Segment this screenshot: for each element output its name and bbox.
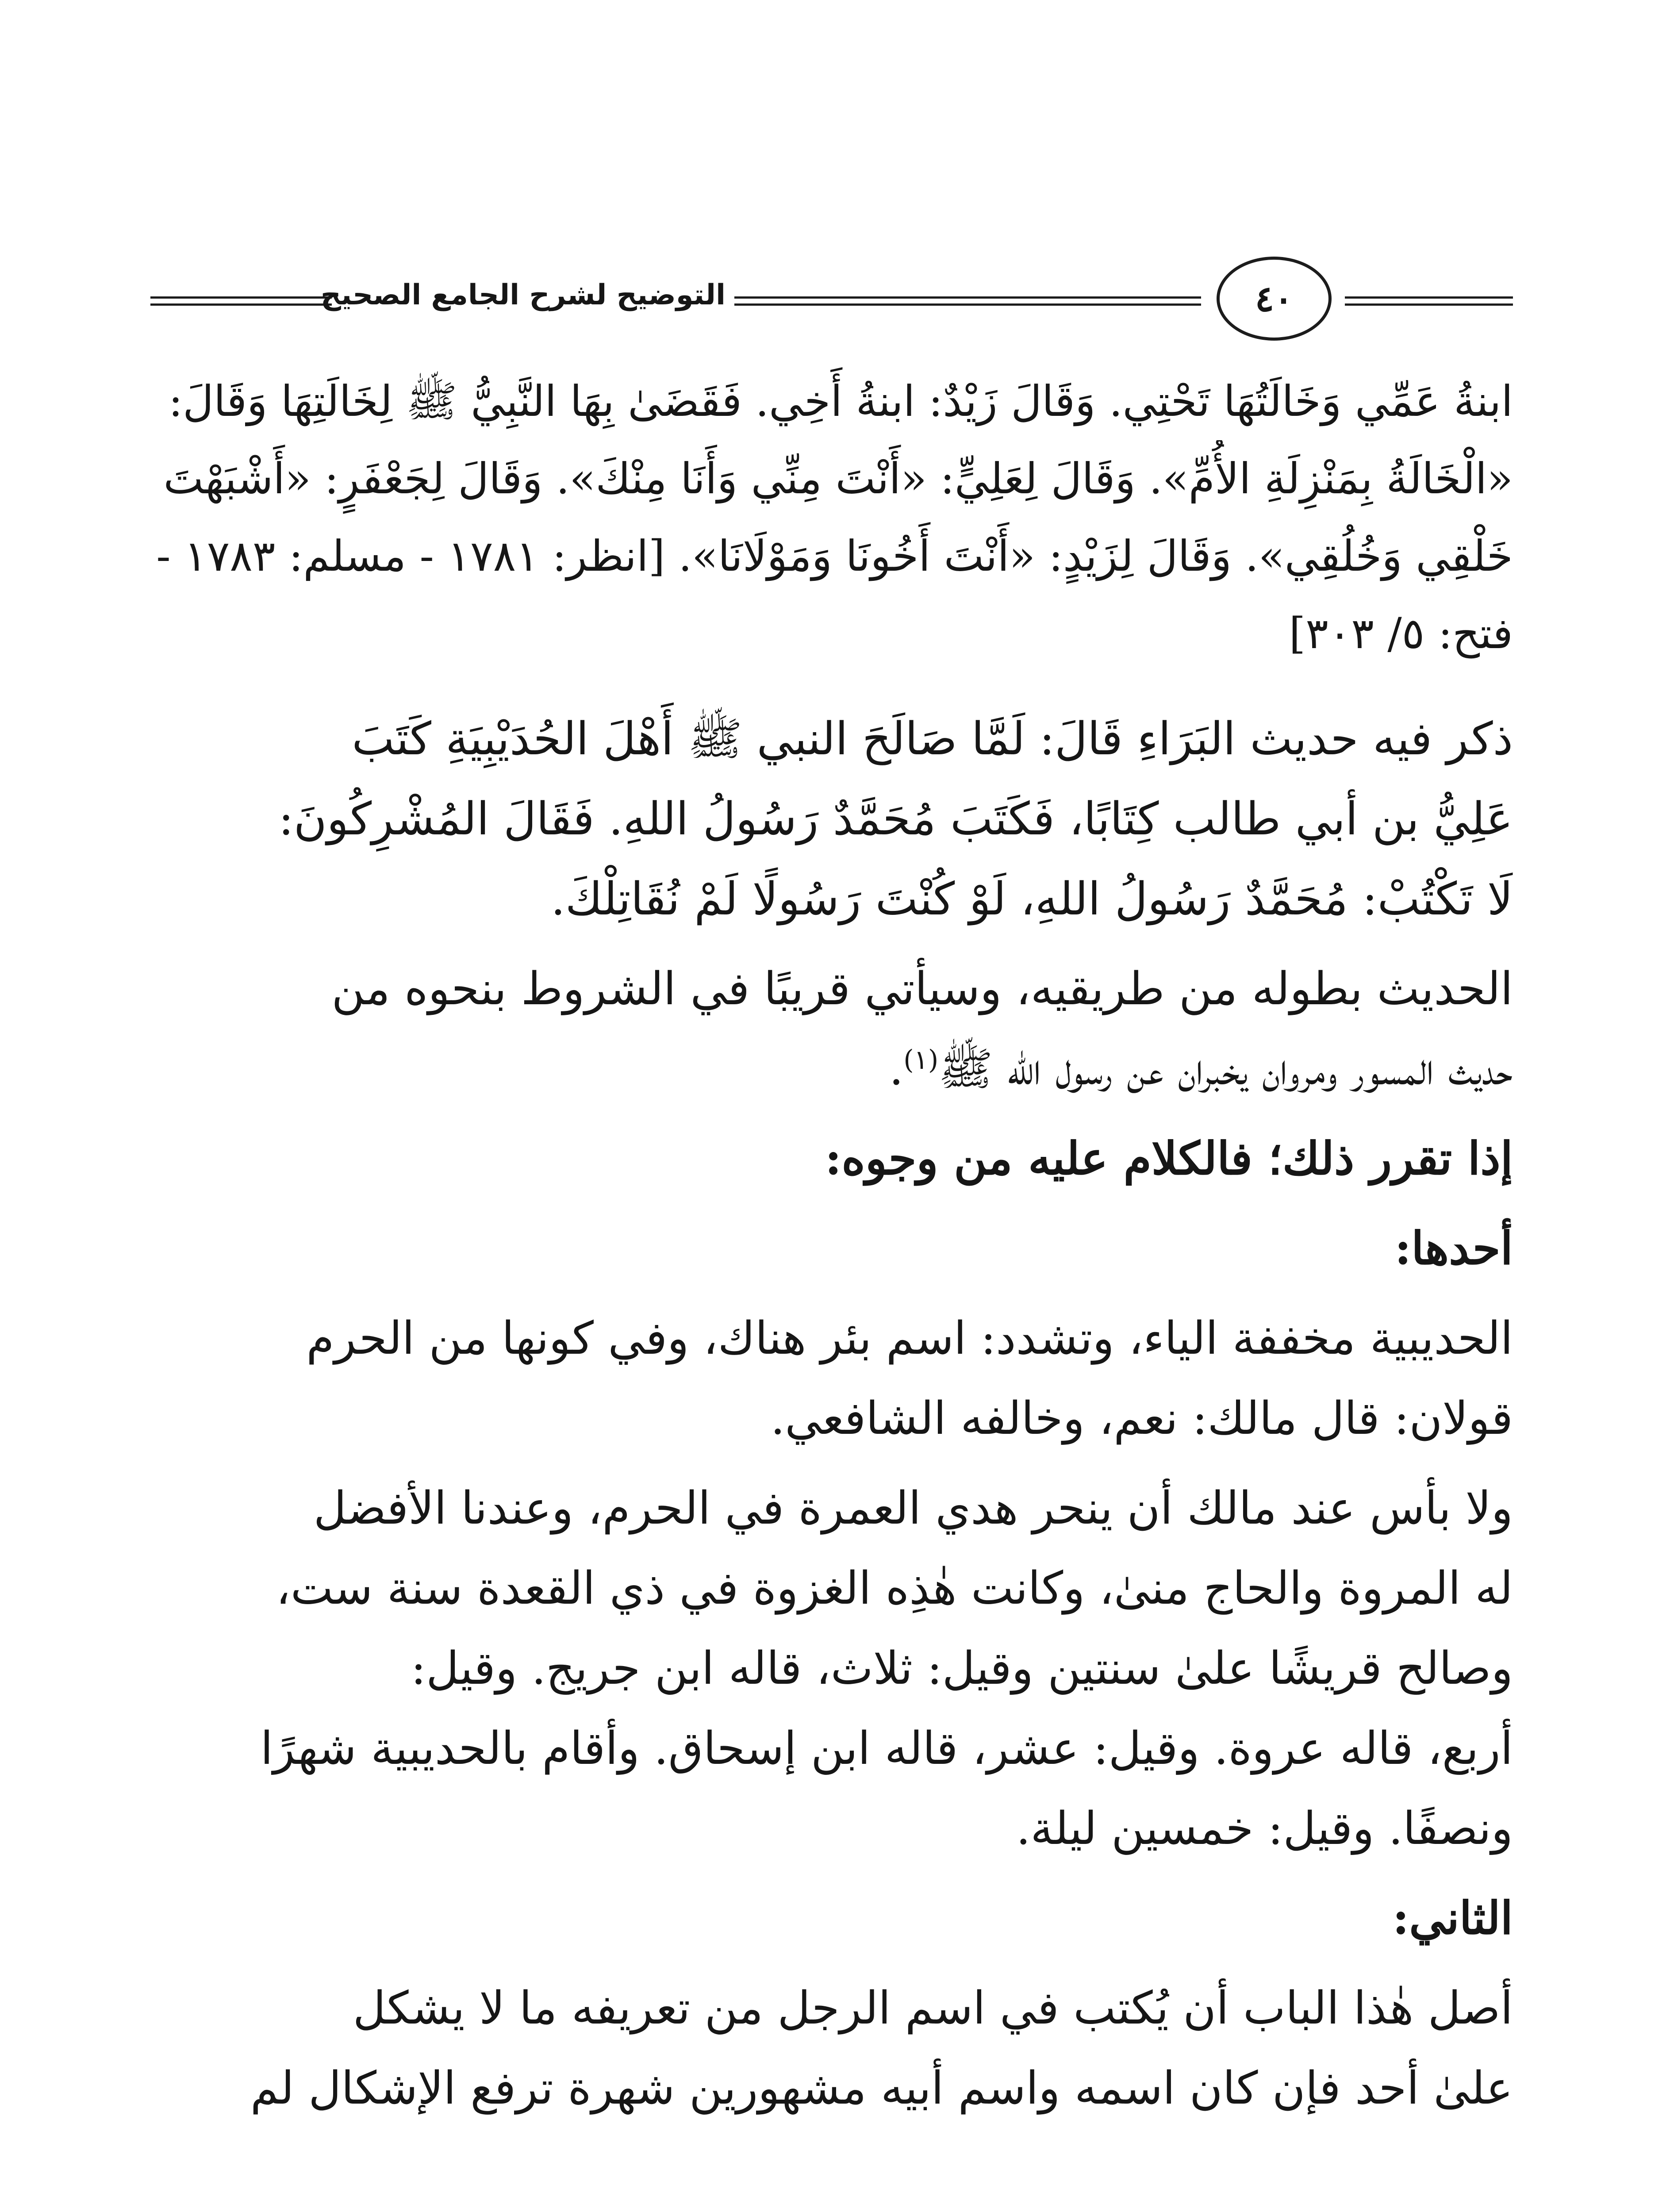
section-heading-intro: [150, 1119, 1513, 1199]
text-line: أصل هٰذا الباب أن يُكتب في اسم الرجل من تعريفه ما لا يشكل: [353, 1982, 1513, 2035]
text-line: أربع، قاله عروة. وقيل: عشر، قاله ابن إسحاق. وأقام بالحديبية شهرًا: [260, 1722, 1513, 1775]
text-line: «الْخَالَةُ بِمَنْزِلَةِ الأُمِّ». وَقَالَ لِعَلِيٍّ: «أَنْتَ مِنِّي وَأَنَا مِنْكَ». وَقَالَ لِجَعْفَرٍ: «أَشْبَهْتَ: [163, 454, 1513, 503]
text-line: علىٰ أحد فإن كان اسمه واسم أبيه مشهورين شهرة ترفع الإشكال لم: [250, 2062, 1513, 2115]
page-number-badge: [1217, 257, 1332, 341]
paragraph-hudaybiya: [150, 1298, 1513, 1459]
paragraph-hadith-length: [150, 949, 1513, 1109]
text-line: الحديبية مخففة الياء، وتشدد: اسم بئر هناك، وفي كونها من الحرم: [306, 1312, 1513, 1365]
heading-line: الثاني:: [1392, 1892, 1513, 1945]
reference-line: فتح: ٥/ ٣٠٣]: [1289, 609, 1513, 658]
heading-line: إذا تقرر ذلك؛ فالكلام عليه من وجوه:: [825, 1132, 1513, 1185]
header-rule-middle: [734, 296, 1201, 306]
running-title: التوضيح لشرح الجامع الصحيح: [320, 279, 726, 311]
text-line: له المروة والحاج منىٰ، وكانت هٰذِه الغزوة في ذي القعدة سنة ست،: [276, 1562, 1513, 1615]
text-line: [150, 1029, 1513, 1109]
section-heading-second: [150, 1878, 1513, 1959]
text-line: لَا تَكْتُبْ: مُحَمَّدٌ رَسُولُ اللهِ، لَوْ كُنْتَ رَسُولًا لَمْ نُقَاتِلْكَ.: [551, 873, 1513, 926]
text-line: ونصفًا. وقيل: خمسين ليلة.: [1016, 1802, 1513, 1855]
text-line: ولا بأس عند مالك أن ينحر هدي العمرة في الحرم، وعندنا الأفضل: [313, 1482, 1513, 1535]
body-text: [150, 363, 1513, 2138]
paragraph-naming: [150, 1968, 1513, 2128]
paragraph-bara-hadith: [150, 699, 1513, 939]
text-line: الحديث بطوله من طريقيه، وسيأتي قريبًا في الشروط بنحوه من: [331, 963, 1513, 1015]
page-number: ٤٠: [1255, 278, 1293, 319]
footnote-marker[interactable]: (١): [903, 1045, 939, 1075]
section-heading-first: [150, 1209, 1513, 1289]
text-line: قولان: قال مالك: نعم، وخالفه الشافعي.: [770, 1392, 1513, 1445]
header-rule-left: [150, 296, 332, 306]
text-line: وصالح قريشًا علىٰ سنتين وقيل: ثلاث، قاله ابن جريج. وقيل:: [411, 1642, 1513, 1695]
text-segment: حديث المسور ومروان يخبران عن رسول الله ﷺ: [938, 1043, 1513, 1095]
text-segment: .: [889, 1043, 904, 1095]
text-line: ابنةُ عَمِّي وَخَالَتُهَا تَحْتِي. وَقَالَ زَيْدٌ: ابنةُ أَخِي. فَقَضَىٰ بِهَا النَّبِيُّ ﷺ لِخَالَتِهَا وَقَالَ:: [168, 376, 1513, 426]
heading-line: أحدها:: [1394, 1222, 1513, 1275]
text-line: ذكر فيه حديث البَرَاءِ قَالَ: لَمَّا صَالَحَ النبي ﷺ أَهْلَ الحُدَيْبِيَةِ كَتَبَ: [352, 713, 1513, 765]
text-line: عَلِيُّ بن أبي طالب كِتَابًا، فَكَتَبَ مُحَمَّدٌ رَسُولُ اللهِ. فَقَالَ المُشْرِكُونَ:: [278, 793, 1513, 845]
hadith-text-block: [150, 363, 1513, 672]
running-header: [150, 248, 1513, 349]
text-line: خَلْقِي وَخُلُقِي». وَقَالَ لِزَيْدٍ: «أَنْتَ أَخُونَا وَمَوْلَانَا». [انظر: ١٧٨١ - مسلم: ١٧٨٣ -: [156, 531, 1513, 581]
header-rule-right: [1345, 296, 1513, 306]
paragraph-malik: [150, 1468, 1513, 1869]
